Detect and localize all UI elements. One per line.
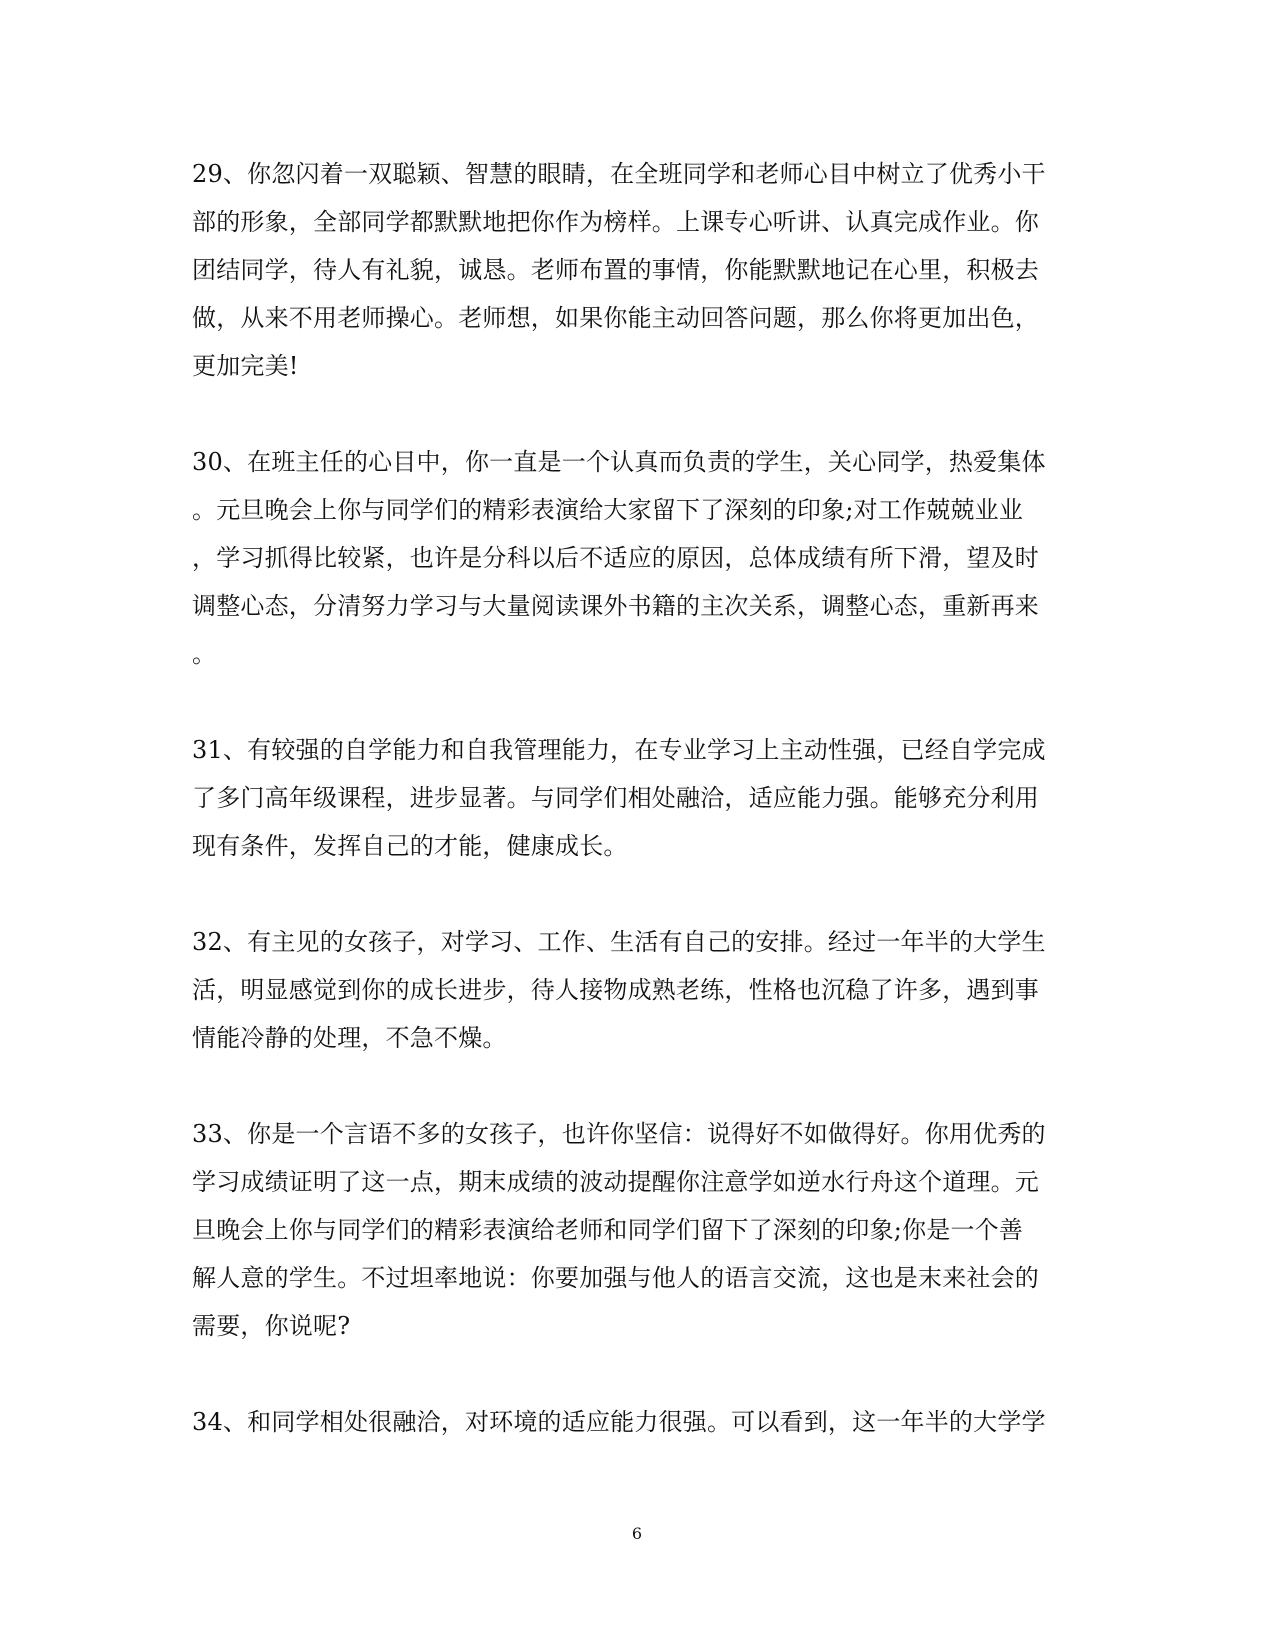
text-line: 解人意的学生。不过坦率地说：你要加强与他人的语言交流，这也是末来社会的 (192, 1264, 1039, 1292)
text-line: 现有条件，发挥自己的才能，健康成长。 (192, 832, 628, 860)
text-line: 需要，你说呢? (192, 1312, 351, 1340)
text-line: 调整心态，分清努力学习与大量阅读课外书籍的主次关系，调整心态，重新再来 (192, 592, 1039, 620)
text-line: 33、你是一个言语不多的女孩子，也许你坚信：说得好不如做得好。你用优秀的 (192, 1120, 1046, 1148)
text-line: 32、有主见的女孩子，对学习、工作、生活有自己的安排。经过一年半的大学生 (192, 928, 1046, 956)
text-line: 学习成绩证明了这一点，期末成绩的波动提醒你注意学如逆水行舟这个道理。元 (192, 1168, 1039, 1196)
paragraph-34 (192, 1398, 1082, 1446)
text-line: 旦晚会上你与同学们的精彩表演给老师和同学们留下了深刻的印象;你是一个善 (192, 1216, 1024, 1244)
text-line: 情能冷静的处理，不急不燥。 (192, 1024, 507, 1052)
text-line: 做，从来不用老师操心。老师想，如果你能主动回答问题，那么你将更加出色， (192, 304, 1039, 332)
paragraph-30 (192, 438, 1082, 678)
text-line: 30、在班主任的心目中，你一直是一个认真而负责的学生，关心同学，热爱集体 (192, 448, 1046, 476)
text-line: 31、有较强的自学能力和自我管理能力，在专业学习上主动性强，已经自学完成 (192, 736, 1046, 764)
text-line: 。 (192, 640, 217, 668)
text-line: 更加完美! (192, 352, 299, 380)
text-line: 部的形象，全部同学都默默地把你作为榜样。上课专心听讲、认真完成作业。你 (192, 208, 1039, 236)
paragraph-29 (192, 150, 1082, 390)
text-line: 活，明显感觉到你的成长进步，待人接物成熟老练，性格也沉稳了许多，遇到事 (192, 976, 1039, 1004)
page-number: 6 (631, 1524, 643, 1543)
paragraph-33 (192, 1110, 1082, 1350)
text-line: 34、和同学相处很融洽，对环境的适应能力很强。可以看到，这一年半的大学学 (192, 1408, 1046, 1436)
paragraph-31 (192, 726, 1082, 870)
text-line: ，学习抓得比较紧，也许是分科以后不适应的原因，总体成绩有所下滑，望及时 (192, 544, 1039, 572)
paragraph-32 (192, 918, 1082, 1062)
text-line: 了多门高年级课程，进步显著。与同学们相处融洽，适应能力强。能够充分利用 (192, 784, 1039, 812)
text-line: 29、你忽闪着一双聪颖、智慧的眼睛，在全班同学和老师心目中树立了优秀小干 (192, 160, 1046, 188)
text-line: 团结同学，待人有礼貌，诚恳。老师布置的事情，你能默默地记在心里，积极去 (192, 256, 1039, 284)
text-line: 。元旦晚会上你与同学们的精彩表演给大家留下了深刻的印象;对工作兢兢业业 (192, 496, 1024, 524)
